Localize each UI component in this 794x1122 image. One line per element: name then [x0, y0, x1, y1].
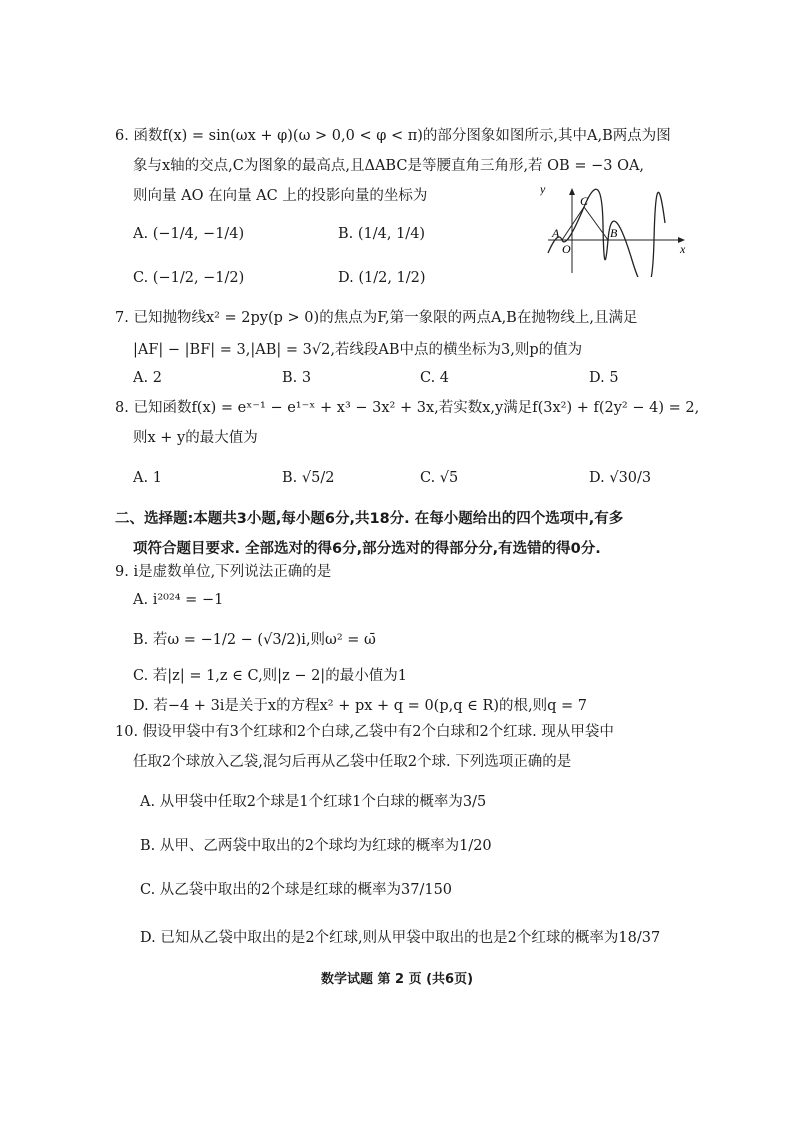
q6-option-c: C. (−1/2, −1/2) — [133, 270, 245, 286]
q9-stem: 9. i是虚数单位,下列说法正确的是 — [115, 564, 332, 580]
sine-graph-figure — [540, 185, 690, 277]
y-axis-arrow — [569, 188, 575, 195]
q10-stem-line2: 任取2个球放入乙袋,混匀后再从乙袋中任取2个球. 下列选项正确的是 — [133, 754, 572, 770]
graph-label-a: A — [552, 226, 560, 240]
q7-option-a: A. 2 — [133, 370, 162, 386]
sine-curve — [548, 189, 665, 277]
q6-option-d: D. (1/2, 1/2) — [338, 270, 426, 286]
q6-option-b: B. (1/4, 1/4) — [338, 226, 426, 242]
q7-stem-line1: 7. 已知抛物线x² = 2py(p > 0)的焦点为F,第一象限的两点A,B在抛物线上,且满足 — [115, 310, 638, 326]
q7-option-b: B. 3 — [282, 370, 312, 386]
triangle-side-ac — [562, 207, 584, 240]
q10-stem-line1: 10. 假设甲袋中有3个红球和2个白球,乙袋中有2个白球和2个红球. 现从甲袋中 — [115, 724, 614, 740]
graph-label-b: B — [610, 226, 618, 240]
q10-option-c: C. 从乙袋中取出的2个球是红球的概率为37/150 — [140, 882, 453, 898]
q8-option-a: A. 1 — [133, 470, 162, 486]
q6-stem-line3: 则向量 AO 在向量 AC 上的投影向量的坐标为 — [133, 188, 428, 204]
q10-option-b: B. 从甲、乙两袋中取出的2个球均为红球的概率为1/20 — [140, 838, 492, 854]
graph-label-y: y — [540, 185, 546, 196]
q10-option-d: D. 已知从乙袋中取出的是2个红球,则从甲袋中取出的也是2个红球的概率为18/37 — [140, 930, 661, 946]
page-footer: 数学试题 第 2 页 (共6页) — [320, 972, 474, 987]
q8-option-c: C. √5 — [420, 470, 459, 486]
q8-stem-line2: 则x + y的最大值为 — [133, 430, 258, 446]
q9-option-d: D. 若−4 + 3i是关于x的方程x² + px + q = 0(p,q ∈ R)的根,则q = 7 — [133, 698, 588, 714]
q7-stem-line2: |AF| − |BF| = 3,|AB| = 3√2,若线段AB中点的横坐标为3,则p的值为 — [133, 342, 583, 358]
q7-option-d: D. 5 — [589, 370, 619, 386]
q6-stem-line1: 6. 函数f(x) = sin(ωx + φ)(ω > 0,0 < φ < π)的部分图象如图所示,其中A,B两点为图 — [115, 128, 671, 144]
q6-option-a: A. (−1/4, −1/4) — [133, 226, 245, 242]
section-2-heading-line2: 项符合题目要求. 全部选对的得6分,部分选对的得部分分,有选错的得0分. — [133, 541, 601, 557]
q10-option-a: A. 从甲袋中任取2个球是1个红球1个白球的概率为3/5 — [140, 794, 487, 810]
graph-label-x: x — [680, 242, 686, 256]
triangle-side-cb — [584, 207, 608, 240]
q8-stem-line1: 8. 已知函数f(x) = eˣ⁻¹ − e¹⁻ˣ + x³ − 3x² + 3x,若实数x,y满足f(3x²) + f(2y² − 4) = 2, — [115, 400, 700, 416]
q9-option-b: B. 若ω = −1/2 − (√3/2)i,则ω² = ω̄ — [133, 632, 376, 648]
graph-label-o: O — [562, 242, 571, 256]
q9-option-a: A. i²⁰²⁴ = −1 — [133, 592, 224, 608]
q7-option-c: C. 4 — [420, 370, 450, 386]
q9-option-c: C. 若|z| = 1,z ∈ C,则|z − 2|的最小值为1 — [133, 668, 407, 684]
q8-option-b: B. √5/2 — [282, 470, 335, 486]
section-2-heading-line1: 二、选择题:本题共3小题,每小题6分,共18分. 在每小题给出的四个选项中,有多 — [115, 511, 624, 527]
q8-option-d: D. √30/3 — [589, 470, 652, 486]
q6-stem-line2: 象与x轴的交点,C为图象的最高点,且ΔABC是等腰直角三角形,若 OB = −3 OA, — [133, 158, 645, 174]
graph-label-c: C — [580, 194, 589, 208]
